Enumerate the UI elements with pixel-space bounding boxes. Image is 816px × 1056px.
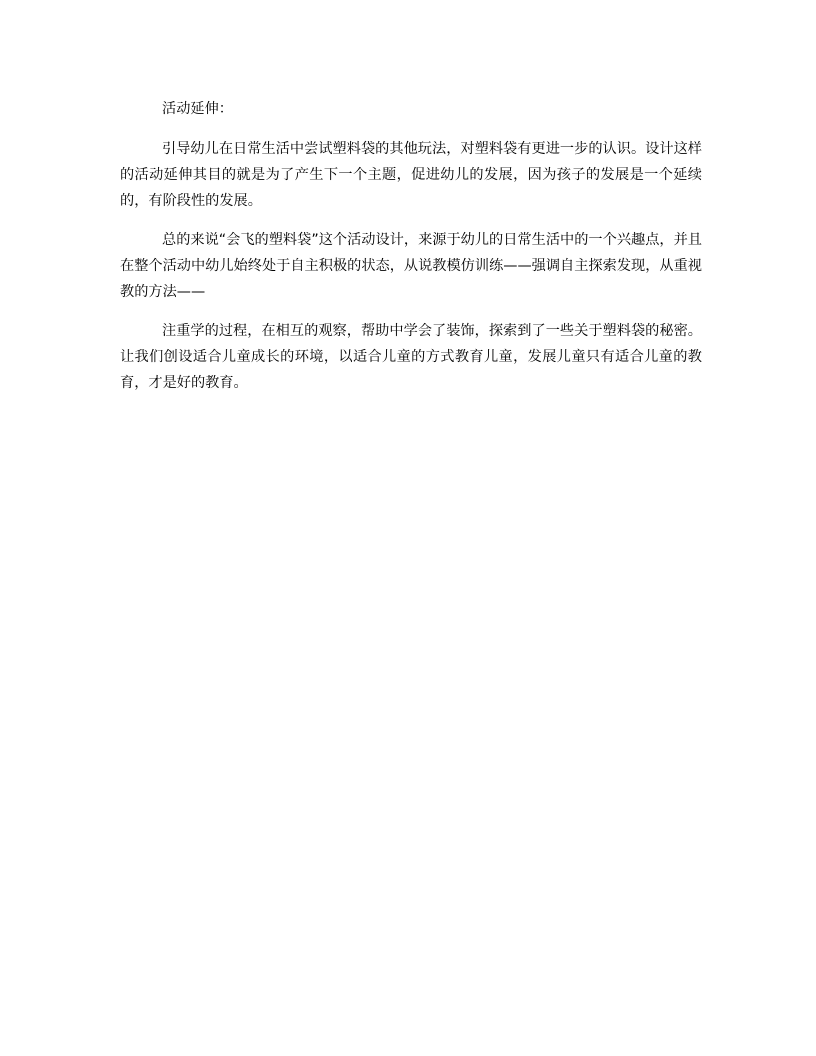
paragraph-activity-extension: 引导幼儿在日常生活中尝试塑料袋的其他玩法，对塑料袋有更进一步的认识。设计这样的活动延伸其目的就是为了产生下一个主题，促进幼儿的发展，因为孩子的发展是一个延续的，有阶段性的发展。	[120, 141, 702, 209]
section-heading: 活动延伸：	[162, 101, 233, 117]
paragraph-conclusion: 注重学的过程，在相互的观察，帮助中学会了装饰，探索到了一些关于塑料袋的秘密。让我们创设适合儿童成长的环境，以适合儿童的方式教育儿童，发展儿童只有适合儿童的教育，才是好的教育。	[120, 323, 702, 391]
paragraph-summary: 总的来说“会飞的塑料袋”这个活动设计，来源于幼儿的日常生活中的一个兴趣点，并且在整个活动中幼儿始终处于自主积极的状态，从说教模仿训练——强调自主探索发现，从重视教的方法——	[120, 232, 702, 300]
document-page	[120, 96, 702, 409]
